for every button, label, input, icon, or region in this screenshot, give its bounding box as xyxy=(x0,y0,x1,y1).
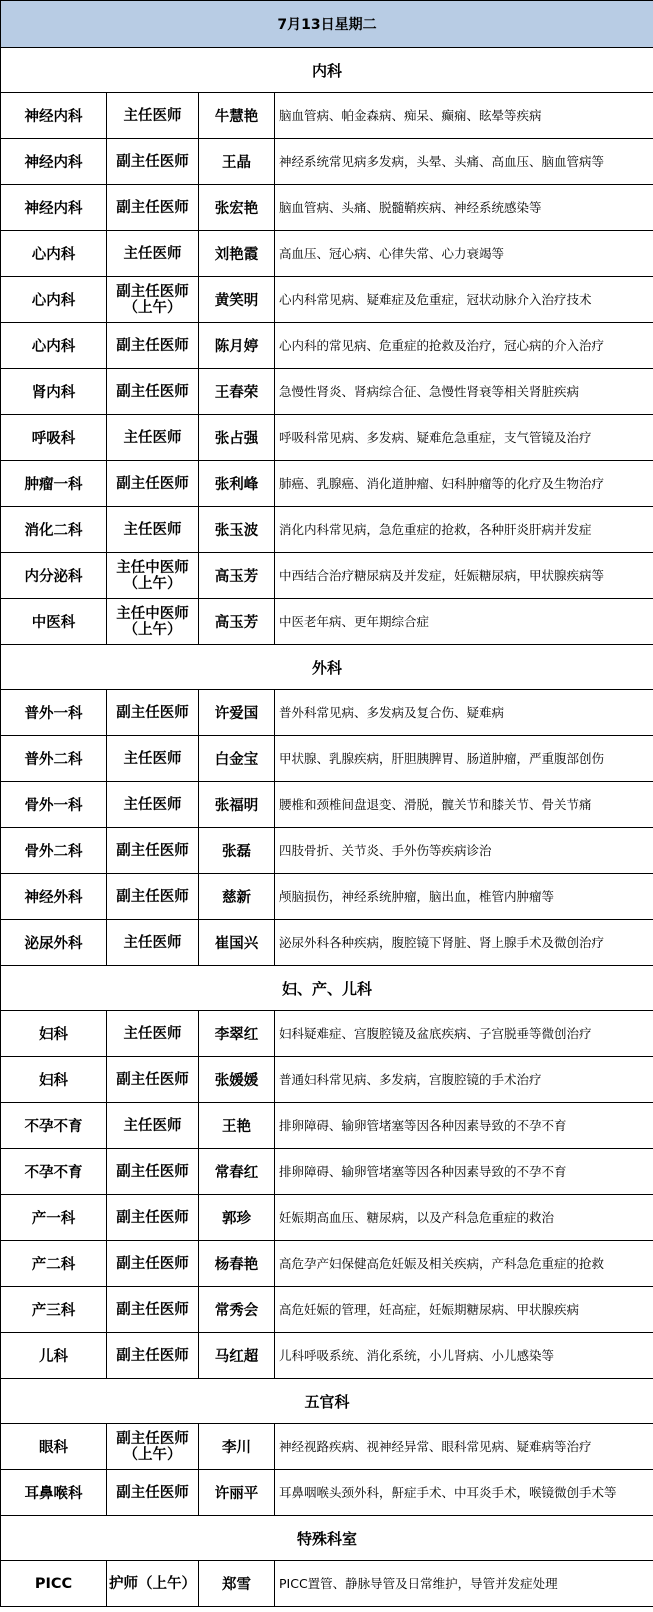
doctor-title-cell: 主任医师 xyxy=(107,782,199,828)
doctor-name-cell: 张宏艳 xyxy=(199,185,275,231)
doctor-title-cell: 副主任医师 xyxy=(107,1241,199,1287)
table-row xyxy=(1,828,653,874)
doctor-title-cell: 主任中医师（上午） xyxy=(107,599,199,645)
section-header-row xyxy=(1,48,653,93)
specialty-cell: 脑血管病、头痛、脱髓鞘疾病、神经系统感染等 xyxy=(275,185,653,231)
specialty-cell: 妊娠期高血压、糖尿病，以及产科急危重症的救治 xyxy=(275,1195,653,1241)
doctor-name-cell: 王艳 xyxy=(199,1103,275,1149)
doctor-title-cell: 副主任医师（上午） xyxy=(107,277,199,323)
section-title: 外科 xyxy=(1,645,653,690)
doctor-name-cell: 高玉芳 xyxy=(199,599,275,645)
table-row xyxy=(1,1470,653,1516)
table-row xyxy=(1,690,653,736)
table-row xyxy=(1,1287,653,1333)
doctor-title-cell: 副主任医师 xyxy=(107,1470,199,1516)
doctor-name-cell: 慈新 xyxy=(199,874,275,920)
doctor-name-cell: 王晶 xyxy=(199,139,275,185)
specialty-cell: PICC置管、静脉导管及日常维护，导管并发症处理 xyxy=(275,1561,653,1607)
department-cell: 肿瘤一科 xyxy=(1,461,107,507)
doctor-title-cell: 副主任医师 xyxy=(107,1057,199,1103)
doctor-name-cell: 常春红 xyxy=(199,1149,275,1195)
doctor-title-cell: 主任中医师（上午） xyxy=(107,553,199,599)
department-cell: 内分泌科 xyxy=(1,553,107,599)
doctor-name-cell: 张磊 xyxy=(199,828,275,874)
table-row xyxy=(1,93,653,139)
department-cell: 神经内科 xyxy=(1,93,107,139)
doctor-title-cell: 副主任医师 xyxy=(107,185,199,231)
doctor-name-cell: 杨春艳 xyxy=(199,1241,275,1287)
department-cell: 妇科 xyxy=(1,1011,107,1057)
table-row xyxy=(1,1011,653,1057)
department-cell: 产一科 xyxy=(1,1195,107,1241)
doctor-title-cell: 副主任医师（上午） xyxy=(107,1424,199,1470)
doctor-name-cell: 常秀会 xyxy=(199,1287,275,1333)
specialty-cell: 腰椎和颈椎间盘退变、滑脱，髋关节和膝关节、骨关节痛 xyxy=(275,782,653,828)
specialty-cell: 心内科常见病、疑难症及危重症，冠状动脉介入治疗技术 xyxy=(275,277,653,323)
doctor-name-cell: 张玉波 xyxy=(199,507,275,553)
table-row xyxy=(1,277,653,323)
doctor-title-cell: 护师（上午） xyxy=(107,1561,199,1607)
department-cell: 肾内科 xyxy=(1,369,107,415)
specialty-cell: 心内科的常见病、危重症的抢救及治疗，冠心病的介入治疗 xyxy=(275,323,653,369)
table-row xyxy=(1,231,653,277)
table-row xyxy=(1,1103,653,1149)
department-cell: 神经内科 xyxy=(1,185,107,231)
section-header-row xyxy=(1,1379,653,1424)
doctor-name-cell: 崔国兴 xyxy=(199,920,275,966)
department-cell: 眼科 xyxy=(1,1424,107,1470)
specialty-cell: 高危妊娠的管理，妊高症，妊娠期糖尿病、甲状腺疾病 xyxy=(275,1287,653,1333)
department-cell: 泌尿外科 xyxy=(1,920,107,966)
specialty-cell: 中医老年病、更年期综合症 xyxy=(275,599,653,645)
table-row xyxy=(1,874,653,920)
doctor-name-cell: 张福明 xyxy=(199,782,275,828)
specialty-cell: 肺癌、乳腺癌、消化道肿瘤、妇科肿瘤等的化疗及生物治疗 xyxy=(275,461,653,507)
department-cell: 普外二科 xyxy=(1,736,107,782)
doctor-title-cell: 副主任医师 xyxy=(107,1195,199,1241)
table-row xyxy=(1,1561,653,1607)
specialty-cell: 急慢性肾炎、肾病综合征、急慢性肾衰等相关肾脏疾病 xyxy=(275,369,653,415)
doctor-title-cell: 副主任医师 xyxy=(107,139,199,185)
doctor-name-cell: 张利峰 xyxy=(199,461,275,507)
specialty-cell: 妇科疑难症、宫腹腔镜及盆底疾病、子宫脱垂等微创治疗 xyxy=(275,1011,653,1057)
doctor-title-cell: 主任医师 xyxy=(107,1103,199,1149)
doctor-name-cell: 牛慧艳 xyxy=(199,93,275,139)
specialty-cell: 排卵障碍、输卵管堵塞等因各种因素导致的不孕不育 xyxy=(275,1103,653,1149)
doctor-name-cell: 张占强 xyxy=(199,415,275,461)
specialty-cell: 排卵障碍、输卵管堵塞等因各种因素导致的不孕不育 xyxy=(275,1149,653,1195)
section-title: 妇、产、儿科 xyxy=(1,966,653,1011)
section-title: 特殊科室 xyxy=(1,1516,653,1561)
table-row xyxy=(1,507,653,553)
department-cell: 中医科 xyxy=(1,599,107,645)
department-cell: PICC xyxy=(1,1561,107,1607)
doctor-name-cell: 许爱国 xyxy=(199,690,275,736)
table-row xyxy=(1,323,653,369)
doctor-title-cell: 主任医师 xyxy=(107,93,199,139)
department-cell: 儿科 xyxy=(1,1333,107,1379)
table-row xyxy=(1,920,653,966)
doctor-title-cell: 副主任医师 xyxy=(107,1287,199,1333)
table-row xyxy=(1,1241,653,1287)
specialty-cell: 泌尿外科各种疾病，腹腔镜下肾脏、肾上腺手术及微创治疗 xyxy=(275,920,653,966)
table-row xyxy=(1,782,653,828)
specialty-cell: 神经视路疾病、视神经异常、眼科常见病、疑难病等治疗 xyxy=(275,1424,653,1470)
table-row xyxy=(1,461,653,507)
doctor-title-cell: 副主任医师 xyxy=(107,369,199,415)
department-cell: 不孕不育 xyxy=(1,1149,107,1195)
doctor-name-cell: 郑雪 xyxy=(199,1561,275,1607)
specialty-cell: 颅脑损伤，神经系统肿瘤，脑出血，椎管内肿瘤等 xyxy=(275,874,653,920)
doctor-title-cell: 副主任医师 xyxy=(107,828,199,874)
doctor-title-cell: 副主任医师 xyxy=(107,1333,199,1379)
section-header-row xyxy=(1,966,653,1011)
department-cell: 心内科 xyxy=(1,231,107,277)
doctor-title-cell: 副主任医师 xyxy=(107,690,199,736)
specialty-cell: 高血压、冠心病、心律失常、心力衰竭等 xyxy=(275,231,653,277)
doctor-name-cell: 马红超 xyxy=(199,1333,275,1379)
specialty-cell: 高危孕产妇保健高危妊娠及相关疾病，产科急危重症的抢救 xyxy=(275,1241,653,1287)
doctor-title-cell: 主任医师 xyxy=(107,920,199,966)
specialty-cell: 神经系统常见病多发病，头晕、头痛、高血压、脑血管病等 xyxy=(275,139,653,185)
doctor-name-cell: 李翠红 xyxy=(199,1011,275,1057)
table-row xyxy=(1,553,653,599)
department-cell: 心内科 xyxy=(1,277,107,323)
doctor-title-cell: 主任医师 xyxy=(107,231,199,277)
department-cell: 产三科 xyxy=(1,1287,107,1333)
department-cell: 妇科 xyxy=(1,1057,107,1103)
specialty-cell: 消化内科常见病，急危重症的抢救，各种肝炎肝病并发症 xyxy=(275,507,653,553)
doctor-title-cell: 主任医师 xyxy=(107,507,199,553)
department-cell: 神经内科 xyxy=(1,139,107,185)
table-row xyxy=(1,736,653,782)
doctor-title-cell: 副主任医师 xyxy=(107,323,199,369)
department-cell: 不孕不育 xyxy=(1,1103,107,1149)
department-cell: 消化二科 xyxy=(1,507,107,553)
table-row xyxy=(1,1149,653,1195)
specialty-cell: 耳鼻咽喉头颈外科，鼾症手术、中耳炎手术，喉镜微创手术等 xyxy=(275,1470,653,1516)
department-cell: 呼吸科 xyxy=(1,415,107,461)
doctor-name-cell: 李川 xyxy=(199,1424,275,1470)
schedule-date-title: 7月13日星期二 xyxy=(1,1,653,48)
doctor-title-cell: 主任医师 xyxy=(107,736,199,782)
department-cell: 骨外一科 xyxy=(1,782,107,828)
specialty-cell: 呼吸科常见病、多发病、疑难危急重症，支气管镜及治疗 xyxy=(275,415,653,461)
doctor-name-cell: 许丽平 xyxy=(199,1470,275,1516)
specialty-cell: 甲状腺、乳腺疾病，肝胆胰脾胃、肠道肿瘤，严重腹部创伤 xyxy=(275,736,653,782)
section-header-row xyxy=(1,1516,653,1561)
specialty-cell: 普通妇科常见病、多发病，宫腹腔镜的手术治疗 xyxy=(275,1057,653,1103)
doctor-name-cell: 王春荣 xyxy=(199,369,275,415)
table-row xyxy=(1,1057,653,1103)
specialty-cell: 脑血管病、帕金森病、痴呆、癫痫、眩晕等疾病 xyxy=(275,93,653,139)
department-cell: 神经外科 xyxy=(1,874,107,920)
doctor-title-cell: 副主任医师 xyxy=(107,1149,199,1195)
doctor-name-cell: 高玉芳 xyxy=(199,553,275,599)
table-row xyxy=(1,185,653,231)
doctor-title-cell: 副主任医师 xyxy=(107,461,199,507)
doctor-name-cell: 张媛媛 xyxy=(199,1057,275,1103)
department-cell: 耳鼻喉科 xyxy=(1,1470,107,1516)
doctor-name-cell: 黄笑明 xyxy=(199,277,275,323)
table-row xyxy=(1,1195,653,1241)
specialty-cell: 四肢骨折、关节炎、手外伤等疾病诊治 xyxy=(275,828,653,874)
department-cell: 产二科 xyxy=(1,1241,107,1287)
doctor-title-cell: 主任医师 xyxy=(107,415,199,461)
doctor-title-cell: 主任医师 xyxy=(107,1011,199,1057)
section-title: 内科 xyxy=(1,48,653,93)
table-row xyxy=(1,1424,653,1470)
title-row xyxy=(1,1,653,48)
specialty-cell: 普外科常见病、多发病及复合伤、疑难病 xyxy=(275,690,653,736)
table-row xyxy=(1,415,653,461)
doctor-name-cell: 郭珍 xyxy=(199,1195,275,1241)
doctor-title-cell: 副主任医师 xyxy=(107,874,199,920)
table-row xyxy=(1,1333,653,1379)
doctor-name-cell: 白金宝 xyxy=(199,736,275,782)
department-cell: 普外一科 xyxy=(1,690,107,736)
specialty-cell: 儿科呼吸系统、消化系统，小儿肾病、小儿感染等 xyxy=(275,1333,653,1379)
table-row xyxy=(1,599,653,645)
section-title: 五官科 xyxy=(1,1379,653,1424)
section-header-row xyxy=(1,645,653,690)
table-row xyxy=(1,139,653,185)
department-cell: 心内科 xyxy=(1,323,107,369)
doctor-name-cell: 陈月婷 xyxy=(199,323,275,369)
specialty-cell: 中西结合治疗糖尿病及并发症，妊娠糖尿病，甲状腺疾病等 xyxy=(275,553,653,599)
table-row xyxy=(1,369,653,415)
doctor-name-cell: 刘艳霞 xyxy=(199,231,275,277)
department-cell: 骨外二科 xyxy=(1,828,107,874)
